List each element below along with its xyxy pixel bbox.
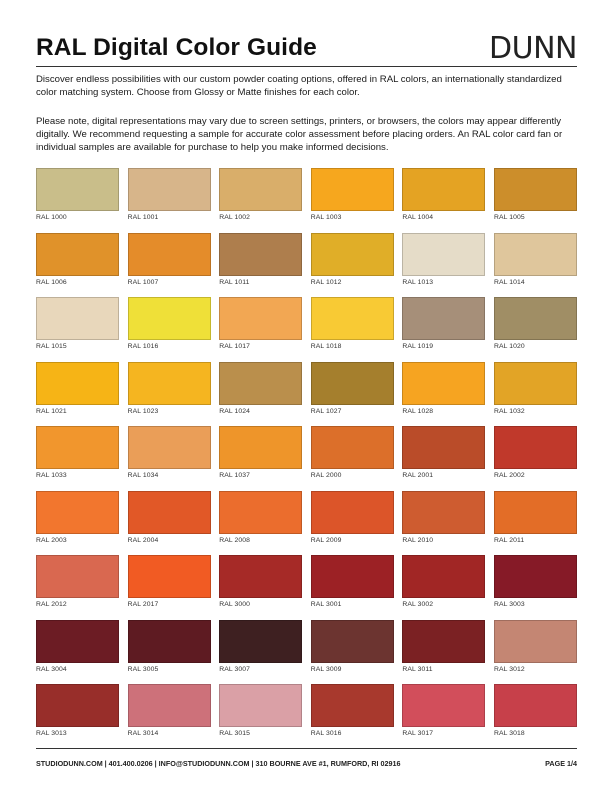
color-swatch-card — [494, 684, 577, 740]
color-swatch — [128, 233, 211, 276]
color-code-label: RAL 1013 — [402, 278, 434, 286]
color-code-label: RAL 3014 — [127, 730, 159, 737]
color-swatch-card — [311, 491, 394, 547]
color-code-label: RAL 3009 — [310, 665, 342, 673]
color-code-label: RAL 2010 — [402, 536, 434, 544]
color-code-label: RAL 1012 — [310, 278, 342, 286]
color-swatch-card — [219, 297, 302, 353]
color-swatch — [128, 168, 211, 211]
color-swatch-card — [311, 362, 394, 418]
header-divider — [36, 66, 577, 67]
color-swatch-card — [36, 491, 119, 547]
color-swatch-card — [128, 297, 211, 353]
color-code-label: RAL 2017 — [127, 601, 159, 608]
color-swatch — [402, 233, 485, 276]
color-code-label: RAL 2002 — [493, 472, 525, 479]
color-swatch — [219, 233, 302, 276]
color-swatch-card — [311, 297, 394, 353]
intro-paragraph: Discover endless possibilities with our custom powder coating options, offered in RAL colors, an internationally standardized color matching system. Choose from Glossy or Matte finishes for each color. — [36, 74, 562, 99]
color-swatch — [494, 684, 577, 727]
header — [36, 31, 577, 70]
color-swatch — [311, 233, 394, 276]
color-code-label: RAL 2000 — [310, 472, 342, 479]
color-swatch-card — [494, 426, 577, 482]
color-swatch — [128, 362, 211, 405]
color-swatch-card — [128, 491, 211, 547]
color-swatch — [494, 297, 577, 340]
color-swatch-card — [128, 620, 211, 676]
color-code-label: RAL 3003 — [493, 601, 525, 608]
color-code-label: RAL 3018 — [493, 730, 525, 737]
color-code-label: RAL 3000 — [219, 601, 250, 608]
footer-contact: STUDIODUNN.COM | 401.400.0206 | INFO@STUDIODUNN.COM | 310 BOURNE AVE #1, RUMFORD, RI 02916 — [36, 759, 401, 768]
color-code-label: RAL 1021 — [36, 407, 67, 415]
color-code-label: RAL 1020 — [493, 343, 525, 350]
color-swatch-card — [128, 684, 211, 740]
color-code-label: RAL 1014 — [493, 278, 525, 286]
color-swatch — [494, 555, 577, 598]
brand-logo: DUNN — [489, 31, 577, 66]
color-swatch-card — [36, 555, 119, 611]
color-swatch-card — [402, 233, 485, 289]
color-code-label: RAL 2012 — [36, 601, 67, 608]
color-swatch — [36, 426, 119, 469]
color-swatch-card — [311, 555, 394, 611]
color-code-label: RAL 3016 — [310, 730, 342, 737]
color-code-label: RAL 1033 — [36, 472, 67, 479]
swatch-grid — [36, 168, 577, 738]
color-swatch-card — [311, 620, 394, 676]
color-code-label: RAL 2003 — [36, 536, 67, 544]
color-swatch-card — [311, 684, 394, 740]
color-swatch — [494, 362, 577, 405]
color-swatch — [402, 620, 485, 663]
color-code-label: RAL 1011 — [219, 278, 250, 286]
color-code-label: RAL 1032 — [493, 407, 525, 415]
color-swatch — [402, 555, 485, 598]
color-code-label: RAL 1000 — [36, 214, 67, 221]
color-swatch — [311, 168, 394, 211]
color-swatch-card — [494, 491, 577, 547]
color-code-label: RAL 1015 — [36, 343, 67, 350]
color-swatch — [402, 684, 485, 727]
color-swatch-card — [36, 684, 119, 740]
color-swatch-card — [219, 168, 302, 224]
color-swatch-card — [219, 426, 302, 482]
color-swatch-card — [219, 491, 302, 547]
color-swatch — [311, 491, 394, 534]
color-swatch-card — [311, 168, 394, 224]
note-paragraph: Please note, digital representations may vary due to screen settings, printers, or browsers, the colors may appear differently digitally. We recommend requesting a sample for accurate color assessment before placing orders. An RAL color card fan or individual samples are available for purchase to help you make informed decisions. — [36, 116, 563, 154]
color-code-label: RAL 2011 — [493, 536, 525, 544]
color-swatch — [219, 168, 302, 211]
color-swatch-card — [36, 426, 119, 482]
color-code-label: RAL 1034 — [127, 472, 159, 479]
color-code-label: RAL 1018 — [310, 343, 342, 350]
color-code-label: RAL 1007 — [127, 278, 159, 286]
color-swatch — [219, 555, 302, 598]
color-swatch-card — [402, 297, 485, 353]
color-swatch-card — [36, 168, 119, 224]
color-code-label: RAL 3011 — [402, 665, 433, 673]
color-code-label: RAL 1016 — [127, 343, 159, 350]
color-swatch — [219, 362, 302, 405]
color-code-label: RAL 1019 — [402, 343, 434, 350]
color-swatch-card — [402, 362, 485, 418]
footer-divider — [36, 748, 577, 749]
page-title: RAL Digital Color Guide — [36, 34, 317, 61]
color-swatch-card — [36, 362, 119, 418]
color-code-label: RAL 2001 — [402, 472, 434, 479]
color-swatch-card — [36, 297, 119, 353]
color-swatch-card — [219, 362, 302, 418]
color-swatch-card — [311, 233, 394, 289]
color-code-label: RAL 1023 — [127, 407, 159, 415]
color-swatch — [311, 362, 394, 405]
color-swatch — [494, 491, 577, 534]
color-swatch — [219, 684, 302, 727]
color-swatch — [494, 233, 577, 276]
color-swatch-card — [402, 168, 485, 224]
color-swatch — [311, 620, 394, 663]
color-swatch — [36, 168, 119, 211]
color-swatch-card — [402, 426, 485, 482]
color-swatch — [402, 168, 485, 211]
color-code-label: RAL 3017 — [402, 730, 434, 737]
color-code-label: RAL 2009 — [310, 536, 342, 544]
color-swatch — [36, 297, 119, 340]
color-swatch — [36, 684, 119, 727]
color-swatch — [36, 555, 119, 598]
color-code-label: RAL 1006 — [36, 278, 67, 286]
color-swatch — [311, 426, 394, 469]
color-swatch — [128, 684, 211, 727]
color-swatch — [494, 620, 577, 663]
color-swatch-card — [36, 233, 119, 289]
color-swatch-card — [494, 233, 577, 289]
color-swatch-card — [494, 362, 577, 418]
color-code-label: RAL 1037 — [219, 472, 250, 479]
color-swatch-card — [128, 426, 211, 482]
color-code-label: RAL 2004 — [127, 536, 159, 544]
color-code-label: RAL 1027 — [310, 407, 342, 415]
color-swatch — [128, 297, 211, 340]
color-swatch — [311, 297, 394, 340]
color-code-label: RAL 1028 — [402, 407, 434, 415]
color-code-label: RAL 3002 — [402, 601, 434, 608]
color-swatch — [36, 491, 119, 534]
color-swatch — [219, 620, 302, 663]
color-swatch-card — [494, 297, 577, 353]
color-code-label: RAL 3005 — [127, 665, 159, 673]
color-code-label: RAL 1017 — [219, 343, 250, 350]
color-swatch — [36, 620, 119, 663]
color-swatch-card — [128, 362, 211, 418]
color-swatch-card — [402, 555, 485, 611]
color-code-label: RAL 1024 — [219, 407, 250, 415]
color-swatch-card — [494, 168, 577, 224]
color-swatch — [311, 684, 394, 727]
color-swatch — [128, 491, 211, 534]
color-code-label: RAL 1001 — [127, 214, 159, 221]
color-swatch-card — [402, 684, 485, 740]
color-code-label: RAL 1005 — [493, 214, 525, 221]
color-swatch — [494, 168, 577, 211]
color-code-label: RAL 2008 — [219, 536, 250, 544]
color-swatch — [128, 620, 211, 663]
color-swatch — [311, 555, 394, 598]
color-code-label: RAL 3013 — [36, 730, 67, 737]
color-code-label: RAL 3012 — [493, 665, 525, 673]
page — [36, 0, 577, 792]
color-swatch — [402, 491, 485, 534]
color-swatch — [402, 362, 485, 405]
color-swatch — [128, 555, 211, 598]
color-swatch-card — [494, 555, 577, 611]
color-swatch-card — [402, 620, 485, 676]
color-swatch-card — [311, 426, 394, 482]
color-swatch — [402, 426, 485, 469]
color-swatch — [219, 426, 302, 469]
color-swatch-card — [128, 233, 211, 289]
color-code-label: RAL 1003 — [310, 214, 342, 221]
color-swatch-card — [219, 233, 302, 289]
color-swatch-card — [128, 168, 211, 224]
color-swatch-card — [128, 555, 211, 611]
color-swatch — [36, 362, 119, 405]
color-swatch-card — [494, 620, 577, 676]
color-code-label: RAL 3004 — [36, 665, 67, 673]
color-swatch — [36, 233, 119, 276]
color-code-label: RAL 3007 — [219, 665, 250, 673]
color-swatch-card — [402, 491, 485, 547]
color-swatch — [402, 297, 485, 340]
color-code-label: RAL 3015 — [219, 730, 250, 737]
color-code-label: RAL 1004 — [402, 214, 434, 221]
color-swatch — [494, 426, 577, 469]
color-swatch-card — [219, 555, 302, 611]
color-swatch-card — [219, 620, 302, 676]
color-code-label: RAL 1002 — [219, 214, 250, 221]
color-swatch — [219, 297, 302, 340]
color-swatch — [219, 491, 302, 534]
color-swatch-card — [219, 684, 302, 740]
color-swatch-card — [36, 620, 119, 676]
page-number: PAGE 1/4 — [545, 759, 577, 768]
color-swatch — [128, 426, 211, 469]
color-code-label: RAL 3001 — [310, 601, 342, 608]
